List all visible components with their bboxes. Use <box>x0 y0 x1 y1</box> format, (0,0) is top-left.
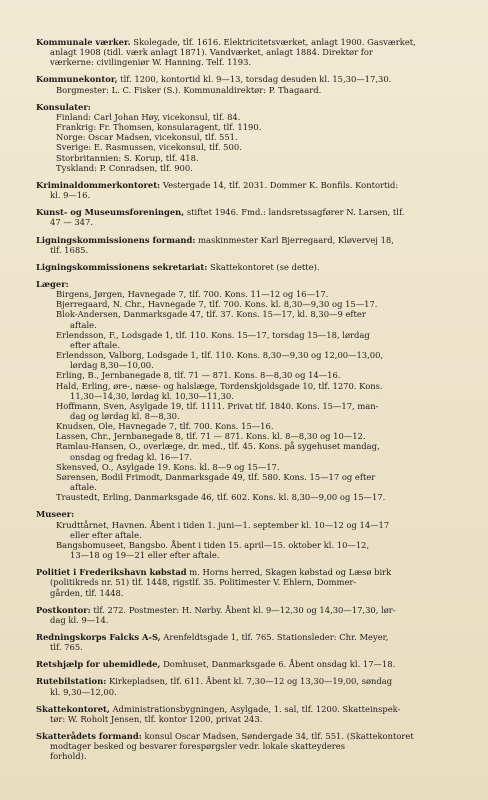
entry-ligningskommissionens-sekretariat <box>36 262 466 272</box>
list-item: Blok-Andersen, Danmarksgade 47, tlf. 37. Kons. 15—17, kl. 8,30—9 efter <box>56 309 366 320</box>
entry-redningskorps <box>36 632 466 652</box>
entry-heading: Kunst- og Museumsforeningen, <box>36 207 185 218</box>
entry-first-line <box>36 676 466 686</box>
entry-heading: Politiet i Frederikshavn købstad <box>36 567 187 578</box>
entry-text: Skolegade, tlf. 1616. Elektricitetsværket, anlagt 1900. Gasværket, <box>130 37 416 47</box>
entry-kriminaldommerkontoret <box>36 180 466 200</box>
list-item: Hoffmann, Sven, Asylgade 19, tlf. 1111. Privat tlf. 1840. Kons. 15—17, man- <box>56 400 379 411</box>
entry-text: m. Horns herred, Skagen købstad og Læsø birk <box>186 567 392 578</box>
list-item-continuation: efter aftale. <box>70 339 120 350</box>
entry-ligningskommissionens-formand <box>36 235 466 255</box>
entry-text: Vestergade 14, tlf. 2031. Dommer K. Bonfils. Kontortid: <box>160 179 399 190</box>
entry-text: konsul Oscar Madsen, Søndergade 34, tlf. 551. (Skattekontoret <box>141 731 414 742</box>
entry-first-line <box>36 704 466 714</box>
entry-text: Domhuset, Danmarksgade 6. Åbent onsdag kl. 17—18. <box>160 659 396 670</box>
entry-text: Kirkepladsen, tlf. 611. Åbent kl. 7,30—12 og 13,30—19,00, søndag <box>106 676 393 687</box>
entry-first-line <box>36 632 466 642</box>
entry-text: værkerne: civilingeniør W. Hanning. Telf. 1193. <box>50 57 252 68</box>
entry-heading: Kommunekontor, <box>36 74 118 85</box>
entry-kommunale-vaerker <box>36 37 466 67</box>
entry-heading: Skattekontoret, <box>36 703 110 714</box>
entry-heading: Retshjælp for ubemidlede, <box>36 659 161 670</box>
list-item: Erling, B., Jernbanegade 8, tlf. 71 — 871. Kons. 8—8,30 og 14—16. <box>56 370 341 381</box>
entry-politiet <box>36 567 466 597</box>
entry-text: tlf. 765. <box>50 642 83 653</box>
list-item: Bjerregaard, N. Chr., Havnegade 7, tlf. 700. Kons. kl. 8,30—9,30 og 15—17. <box>56 299 378 310</box>
entry-rutebilstation <box>36 676 466 696</box>
list-item-continuation: eller efter aftale. <box>70 529 142 540</box>
entry-heading: Ligningskommissionens sekretariat: <box>36 261 208 272</box>
list-item-continuation: lørdag 8,30—10,00. <box>70 360 154 371</box>
entry-first-line <box>36 235 466 245</box>
entry-text: (politikreds nr. 51) tlf. 1448, rigstlf. 35. Politimester V. Ehlern, Dommer- <box>50 577 357 588</box>
entry-text: kl. 9,30—12,00. <box>50 686 117 697</box>
entry-heading: Kriminaldommerkontoret: <box>36 179 161 190</box>
list-item: Sverige: E. Rasmussen, vicekonsul, tlf. 500. <box>56 142 242 153</box>
entry-text: modtager besked og besvarer forespørgsler vedr. lokale skatteyderes <box>50 741 346 752</box>
list-item: Tyskland: P. Conradsen, tlf. 900. <box>56 162 193 173</box>
list-item: Knudsen, Ole, Havnegade 7, tlf. 700. Kons. 15—16. <box>56 421 274 432</box>
list-item: Krudttårnet, Havnen. Åbent i tiden 1. juni—1. september kl. 10—12 og 14—17 <box>56 519 390 530</box>
entry-first-line <box>36 509 466 519</box>
list-item-continuation: 11,30—14,30, lørdag kl. 10,30—11,30. <box>70 390 234 401</box>
entry-first-line <box>36 102 466 112</box>
list-item: Lassen, Chr., Jernbanegade 8, tlf. 71 — 871. Kons. kl. 8—8,30 og 10—12. <box>56 431 366 442</box>
list-item: Finland: Carl Johan Høy, vicekonsul, tlf. 84. <box>56 111 241 122</box>
entry-text: 47 — 347. <box>50 217 94 228</box>
list-item: Skensved, O., Asylgade 19. Kons. kl. 8—9 og 15—17. <box>56 461 280 472</box>
entry-heading: Postkontor: <box>36 604 91 615</box>
entry-first-line <box>36 262 466 272</box>
entry-heading: Skatterådets formand: <box>36 731 142 742</box>
entry-text: gården, tlf. 1448. <box>50 587 124 598</box>
list-item: Erlendsson, Valborg, Lodsgade 1, tlf. 110. Kons. 8,30—9,30 og 12,00—13,00, <box>56 350 384 361</box>
entry-kunst-museum <box>36 207 466 227</box>
entry-text: Administrationsbygningen, Asylgade, 1. sal, tlf. 1200. Skatteinspek- <box>109 703 401 714</box>
entry-heading: Konsulater: <box>36 101 91 112</box>
entry-text: dag kl. 9—14. <box>50 614 109 625</box>
entry-first-line <box>36 74 466 84</box>
entry-first-line <box>36 659 466 669</box>
entry-text: forhold). <box>50 751 87 762</box>
list-item: Bangsbomuseet, Bangsbo. Åbent i tiden 15. april—15. oktober kl. 10—12, <box>56 539 370 550</box>
entry-first-line <box>36 180 466 190</box>
entry-heading: Rutebilstation: <box>36 676 107 687</box>
entry-heading: Museer: <box>36 509 75 520</box>
entry-museer <box>36 509 466 560</box>
entry-first-line <box>36 731 466 741</box>
entry-text: stiftet 1946. Fmd.: landsretssagfører N. Larsen, tlf. <box>184 207 405 218</box>
entry-laeger <box>36 279 466 502</box>
entry-text: Borgmester: L. C. Fisker (S.). Kommunaldirektør: P. Thagaard. <box>56 84 322 95</box>
entry-text: tør: W. Roholt Jensen, tlf. kontor 1200, privat 243. <box>50 713 263 724</box>
entry-first-line <box>36 567 466 577</box>
entry-heading: Redningskorps Falcks A-S, <box>36 631 161 642</box>
entry-text: maskinmester Karl Bjerregaard, Kløvervej 18, <box>195 234 394 245</box>
entry-konsulater <box>36 102 466 173</box>
entry-text: tlf. 1685. <box>50 244 89 255</box>
entry-text: Skattekontoret (se dette). <box>207 261 320 272</box>
entry-heading: Kommunale værker. <box>36 37 131 47</box>
list-item: Traustedt, Erling, Danmarksgade 46, tlf. 602. Kons. kl. 8,30—9,00 og 15—17. <box>56 492 386 503</box>
entry-text: tlf. 272. Postmester: H. Nørby. Åbent kl. 9—12,30 og 14,30—17,30, lør- <box>90 604 396 615</box>
entry-retshjaelp <box>36 659 466 669</box>
entry-first-line <box>36 37 466 47</box>
entry-postkontor <box>36 605 466 625</box>
entry-kommunekontor <box>36 74 466 94</box>
list-item-continuation: aftale. <box>70 319 97 330</box>
entry-first-line <box>36 207 466 217</box>
list-item-continuation: onsdag og fredag kl. 16—17. <box>70 451 193 462</box>
entry-heading: Ligningskommissionens formand: <box>36 234 196 245</box>
list-item: Sørensen, Bodil Frimodt, Danmarksgade 49, tlf. 580. Kons. 15—17 og efter <box>56 471 376 482</box>
list-item: Ramlau-Hansen, O., overlæge, dr. med., tlf. 45. Kons. på sygehuset mandag, <box>56 441 380 452</box>
entry-text: Arenfeldtsgade 1, tlf. 765. Stationsleder: Chr. Meyer, <box>160 631 389 642</box>
entry-text: anlagt 1908 (tidl. værk anlagt 1871). Vandværket, anlagt 1884. Direktør for <box>50 47 373 58</box>
entry-skattekontoret <box>36 704 466 724</box>
list-item: Erlendsson, F., Lodsgade 1, tlf. 110. Kons. 15—17, torsdag 15—18, lørdag <box>56 329 370 340</box>
list-item: Frankrig: Fr. Thomsen, konsularagent, tlf. 1190. <box>56 122 262 133</box>
entry-heading: Læger: <box>36 278 69 289</box>
entry-first-line <box>36 605 466 615</box>
entry-first-line <box>36 279 466 289</box>
list-item: Storbritannien: S. Korup, tlf. 418. <box>56 152 199 163</box>
list-item: Hald, Erling, øre-, næse- og halslæge, Tordenskjoldsgade 10, tlf. 1270. Kons. <box>56 380 383 391</box>
list-item: Norge: Oscar Madsen, vicekonsul, tlf. 551. <box>56 132 238 143</box>
entry-text: tlf. 1200, kontortid kl. 9—13, torsdag desuden kl. 15,30—17,30. <box>117 74 392 85</box>
list-item: Birgens, Jørgen, Havnegade 7, tlf. 700. Kons. 11—12 og 16—17. <box>56 289 329 300</box>
list-item-continuation: 13—18 og 19—21 eller efter aftale. <box>70 550 220 561</box>
list-item-continuation: dag og lørdag kl. 8—8,30. <box>70 411 180 421</box>
entry-text: kl. 9—16. <box>50 190 91 201</box>
entry-skatteraadets-formand <box>36 731 466 761</box>
list-item-continuation: aftale. <box>70 482 97 493</box>
